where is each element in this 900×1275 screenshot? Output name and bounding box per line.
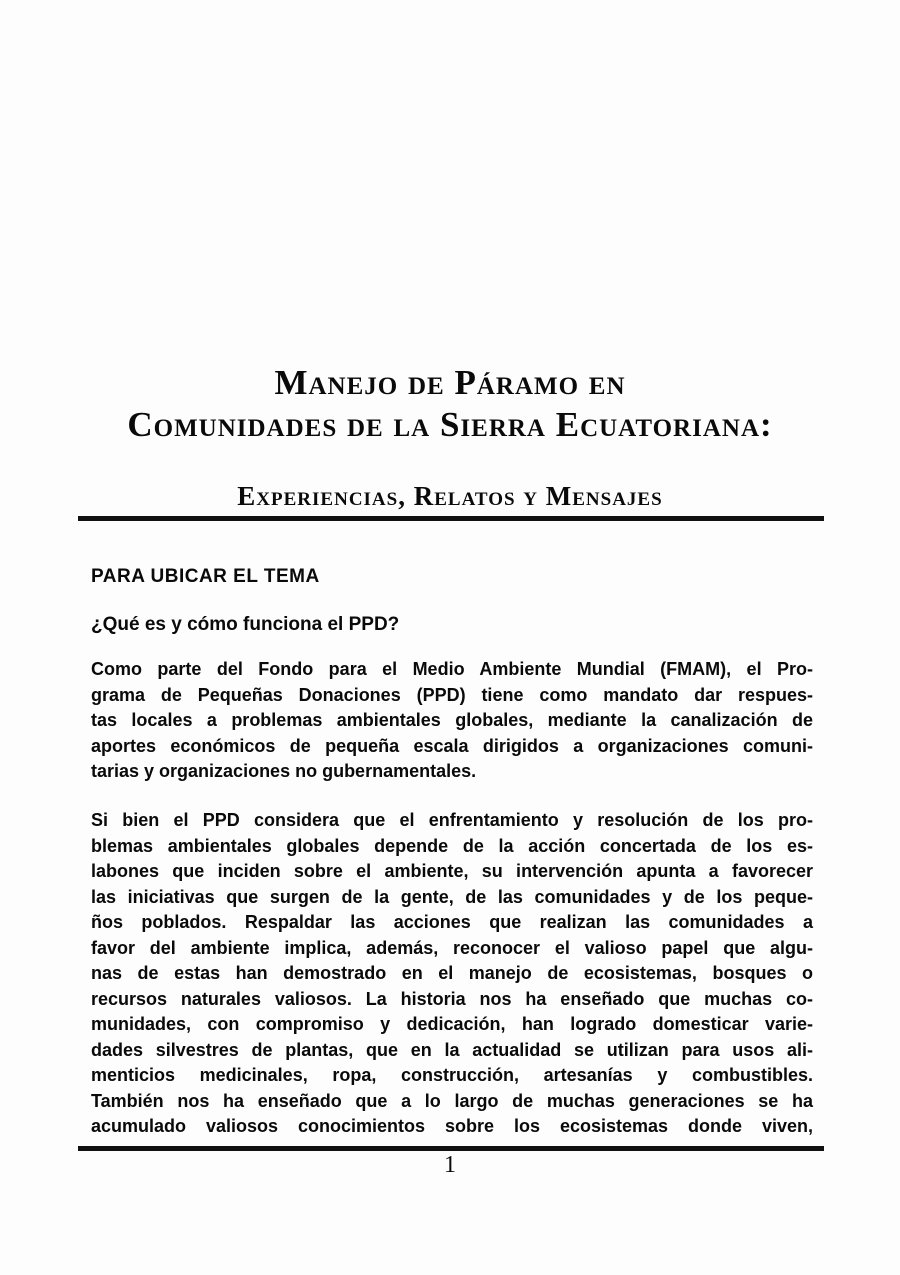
paragraph-1-line: grama de Pequeñas Donaciones (PPD) tiene como mandato dar respues- bbox=[91, 684, 813, 705]
paragraph-1-line: tas locales a problemas ambientales globales, mediante la canalización de bbox=[91, 710, 813, 730]
paragraph-2-line: munidades, con compromiso y dedicación, han logrado domesticar varie- bbox=[91, 1014, 813, 1034]
paragraph-1 bbox=[91, 657, 813, 785]
paragraph-2-line: Si bien el PPD considera que el enfrentamiento y resolución de los pro- bbox=[91, 810, 813, 830]
document-title bbox=[0, 362, 900, 446]
page-number: 1 bbox=[444, 1152, 456, 1178]
paragraph-2-line: ños poblados. Respaldar las acciones que realizan las comunidades a bbox=[91, 912, 813, 932]
paragraph-2-line: favor del ambiente implica, además, reconocer el valioso papel que algu- bbox=[91, 937, 813, 958]
paragraph-1-line: aportes económicos de pequeña escala dirigidos a organizaciones comuni- bbox=[91, 735, 813, 756]
paragraph-2 bbox=[91, 808, 813, 1140]
subsection-heading: ¿Qué es y cómo funciona el PPD? bbox=[91, 614, 400, 635]
horizontal-rule-bottom bbox=[78, 1146, 824, 1151]
paragraph-2-line: blemas ambientales globales depende de la acción concertada de los es- bbox=[91, 835, 813, 856]
paragraph-2-line: dades silvestres de plantas, que en la actualidad se utilizan para usos ali- bbox=[91, 1039, 813, 1060]
paragraph-2-line: También nos ha enseñado que a lo largo de muchas generaciones se ha bbox=[91, 1090, 813, 1111]
horizontal-rule-top bbox=[78, 516, 824, 521]
paragraph-1-line: Como parte del Fondo para el Medio Ambiente Mundial (FMAM), el Pro- bbox=[91, 659, 813, 679]
paragraph-1-line: tarias y organizaciones no gubernamentales. bbox=[91, 761, 477, 781]
paragraph-2-line: acumulado valiosos conocimientos sobre los ecosistemas donde viven, bbox=[91, 1116, 813, 1136]
paragraph-2-line: nas de estas han demostrado en el manejo de ecosistemas, bosques o bbox=[91, 963, 813, 983]
title-line-1: Manejo de Páramo en bbox=[274, 363, 626, 402]
paragraph-2-line: labones que inciden sobre el ambiente, su intervención apunta a favorecer bbox=[91, 861, 813, 881]
document-subtitle: Experiencias, Relatos y Mensajes bbox=[237, 481, 663, 511]
paragraph-2-line: menticios medicinales, ropa, construcción, artesanías y combustibles. bbox=[91, 1065, 813, 1085]
title-line-2: Comunidades de la Sierra Ecuatoriana: bbox=[127, 405, 773, 444]
section-heading: PARA UBICAR EL TEMA bbox=[91, 566, 320, 587]
paragraph-2-line: recursos naturales valiosos. La historia nos ha enseñado que muchas co- bbox=[91, 988, 813, 1009]
paragraph-2-line: las iniciativas que surgen de la gente, de las comunidades y de los peque- bbox=[91, 886, 813, 907]
